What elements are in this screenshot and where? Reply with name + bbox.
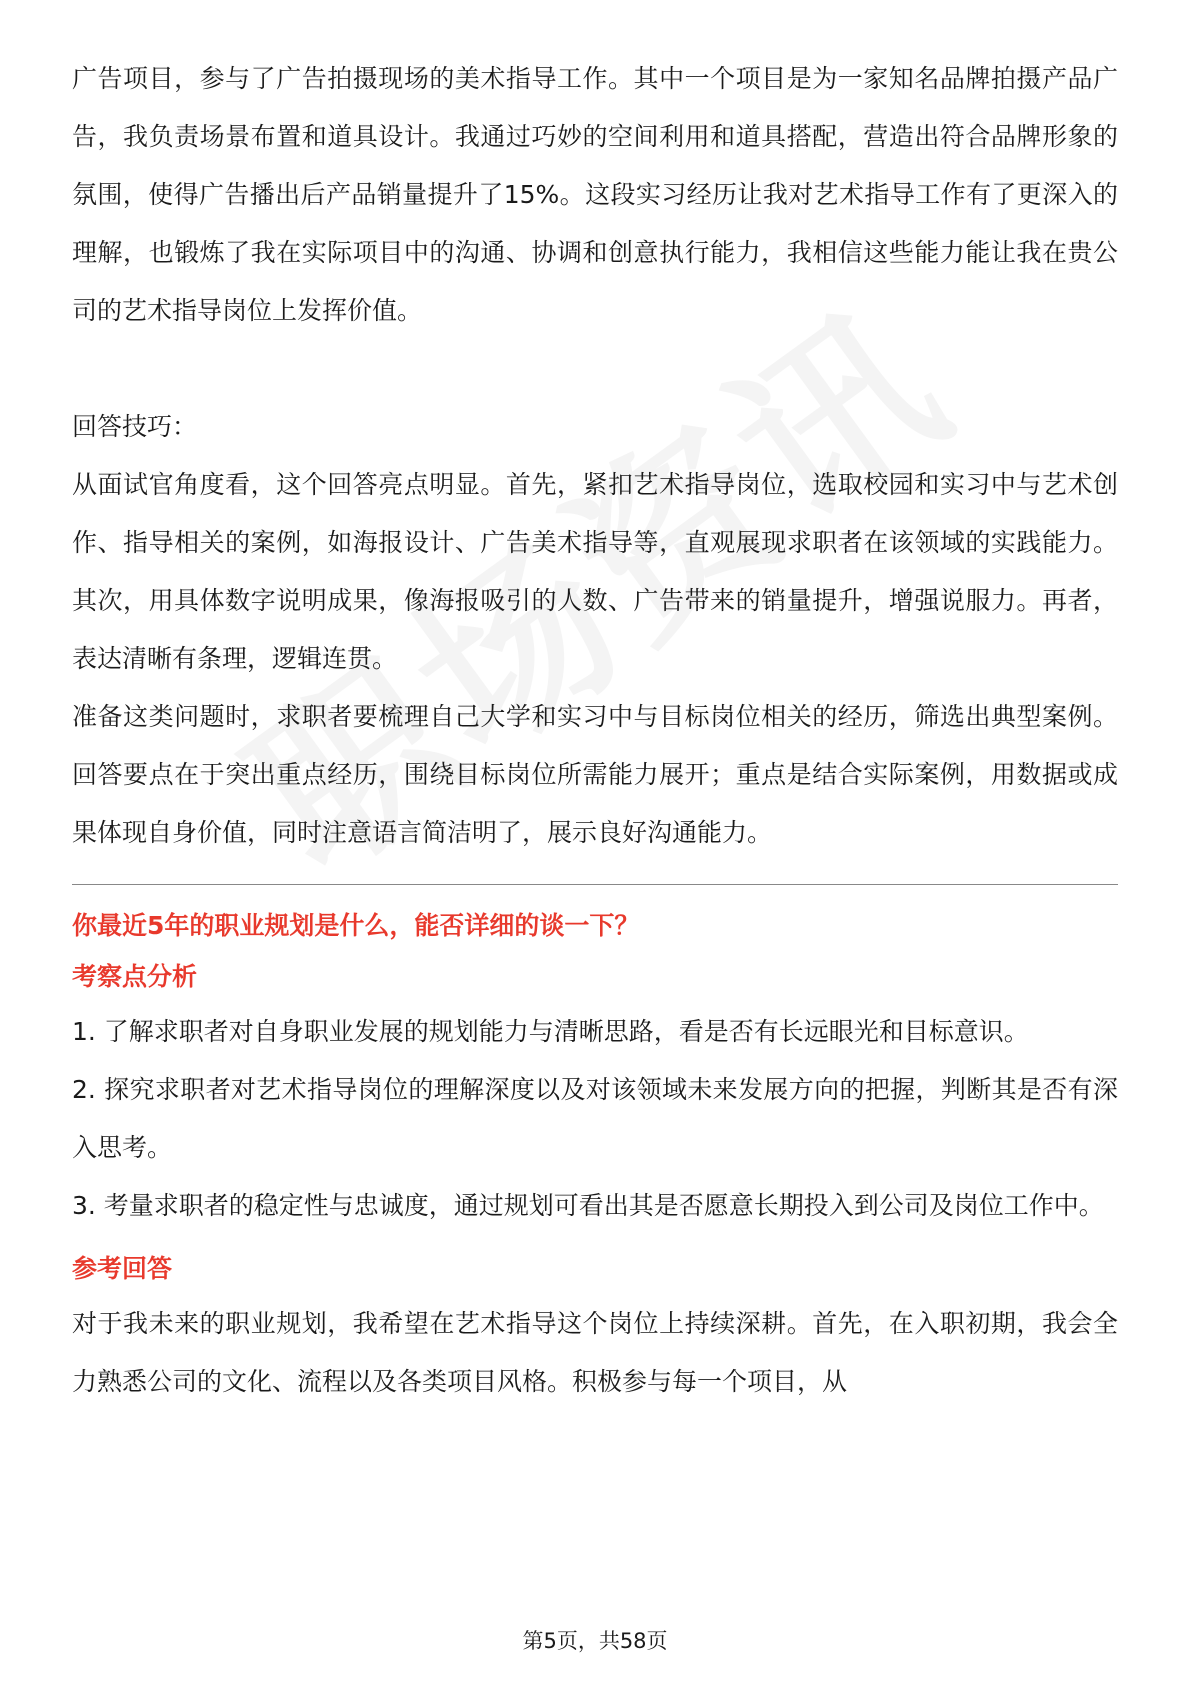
intro-paragraph: 广告项目，参与了广告拍摄现场的美术指导工作。其中一个项目是为一家知名品牌拍摄产品广告，我负责场景布置和道具设计。我通过巧妙的空间利用和道具搭配，营造出符合品牌形象的氛围，使得广告播出后产品销量提升了15%。这段实习经历让我对艺术指导工作有了更深入的理解，也锻炼了我在实际项目中的沟通、协调和创意执行能力，我相信这些能力能让我在贵公司的艺术指导岗位上发挥价值。: [72, 64, 1118, 325]
question-title: 你最近5年的职业规划是什么，能否详细的谈一下？: [72, 911, 640, 940]
tips-paragraph-1: 从面试官角度看，这个回答亮点明显。首先，紧扣艺术指导岗位，选取校园和实习中与艺术创作、指导相关的案例，如海报设计、广告美术指导等，直观展现求职者在该领域的实践能力。其次，用具体数字说明成果，像海报吸引的人数、广告带来的销量提升，增强说服力。再者，表达清晰有条理，逻辑连贯。: [72, 470, 1118, 673]
tips-label: 回答技巧：: [72, 412, 198, 441]
tips-paragraph-2: 准备这类问题时，求职者要梳理自己大学和实习中与目标岗位相关的经历，筛选出典型案例。回答要点在于突出重点经历，围绕目标岗位所需能力展开；重点是结合实际案例，用数据或成果体现自身价值，同时注意语言简洁明了，展示良好沟通能力。: [72, 702, 1118, 847]
page-footer: 第5页，共58页: [522, 1629, 668, 1653]
analysis-item-1: 1. 了解求职者对自身职业发展的规划能力与清晰思路，看是否有长远眼光和目标意识。: [72, 1017, 1029, 1046]
analysis-item-3: 3. 考量求职者的稳定性与忠诚度，通过规划可看出其是否愿意长期投入到公司及岗位工作中。: [72, 1191, 1104, 1220]
section-divider: [72, 884, 1118, 885]
answer-paragraph: 对于我未来的职业规划，我希望在艺术指导这个岗位上持续深耕。首先，在入职初期，我会全力熟悉公司的文化、流程以及各类项目风格。积极参与每一个项目，从: [72, 1309, 1118, 1396]
paragraph-spacer: [72, 340, 1118, 398]
analysis-heading: 考察点分析: [72, 962, 198, 991]
analysis-item-2: 2. 探究求职者对艺术指导岗位的理解深度以及对该领域未来发展方向的把握，判断其是否有深入思考。: [72, 1075, 1118, 1162]
document-page: [72, 50, 1118, 1411]
answer-heading: 参考回答: [72, 1254, 173, 1283]
